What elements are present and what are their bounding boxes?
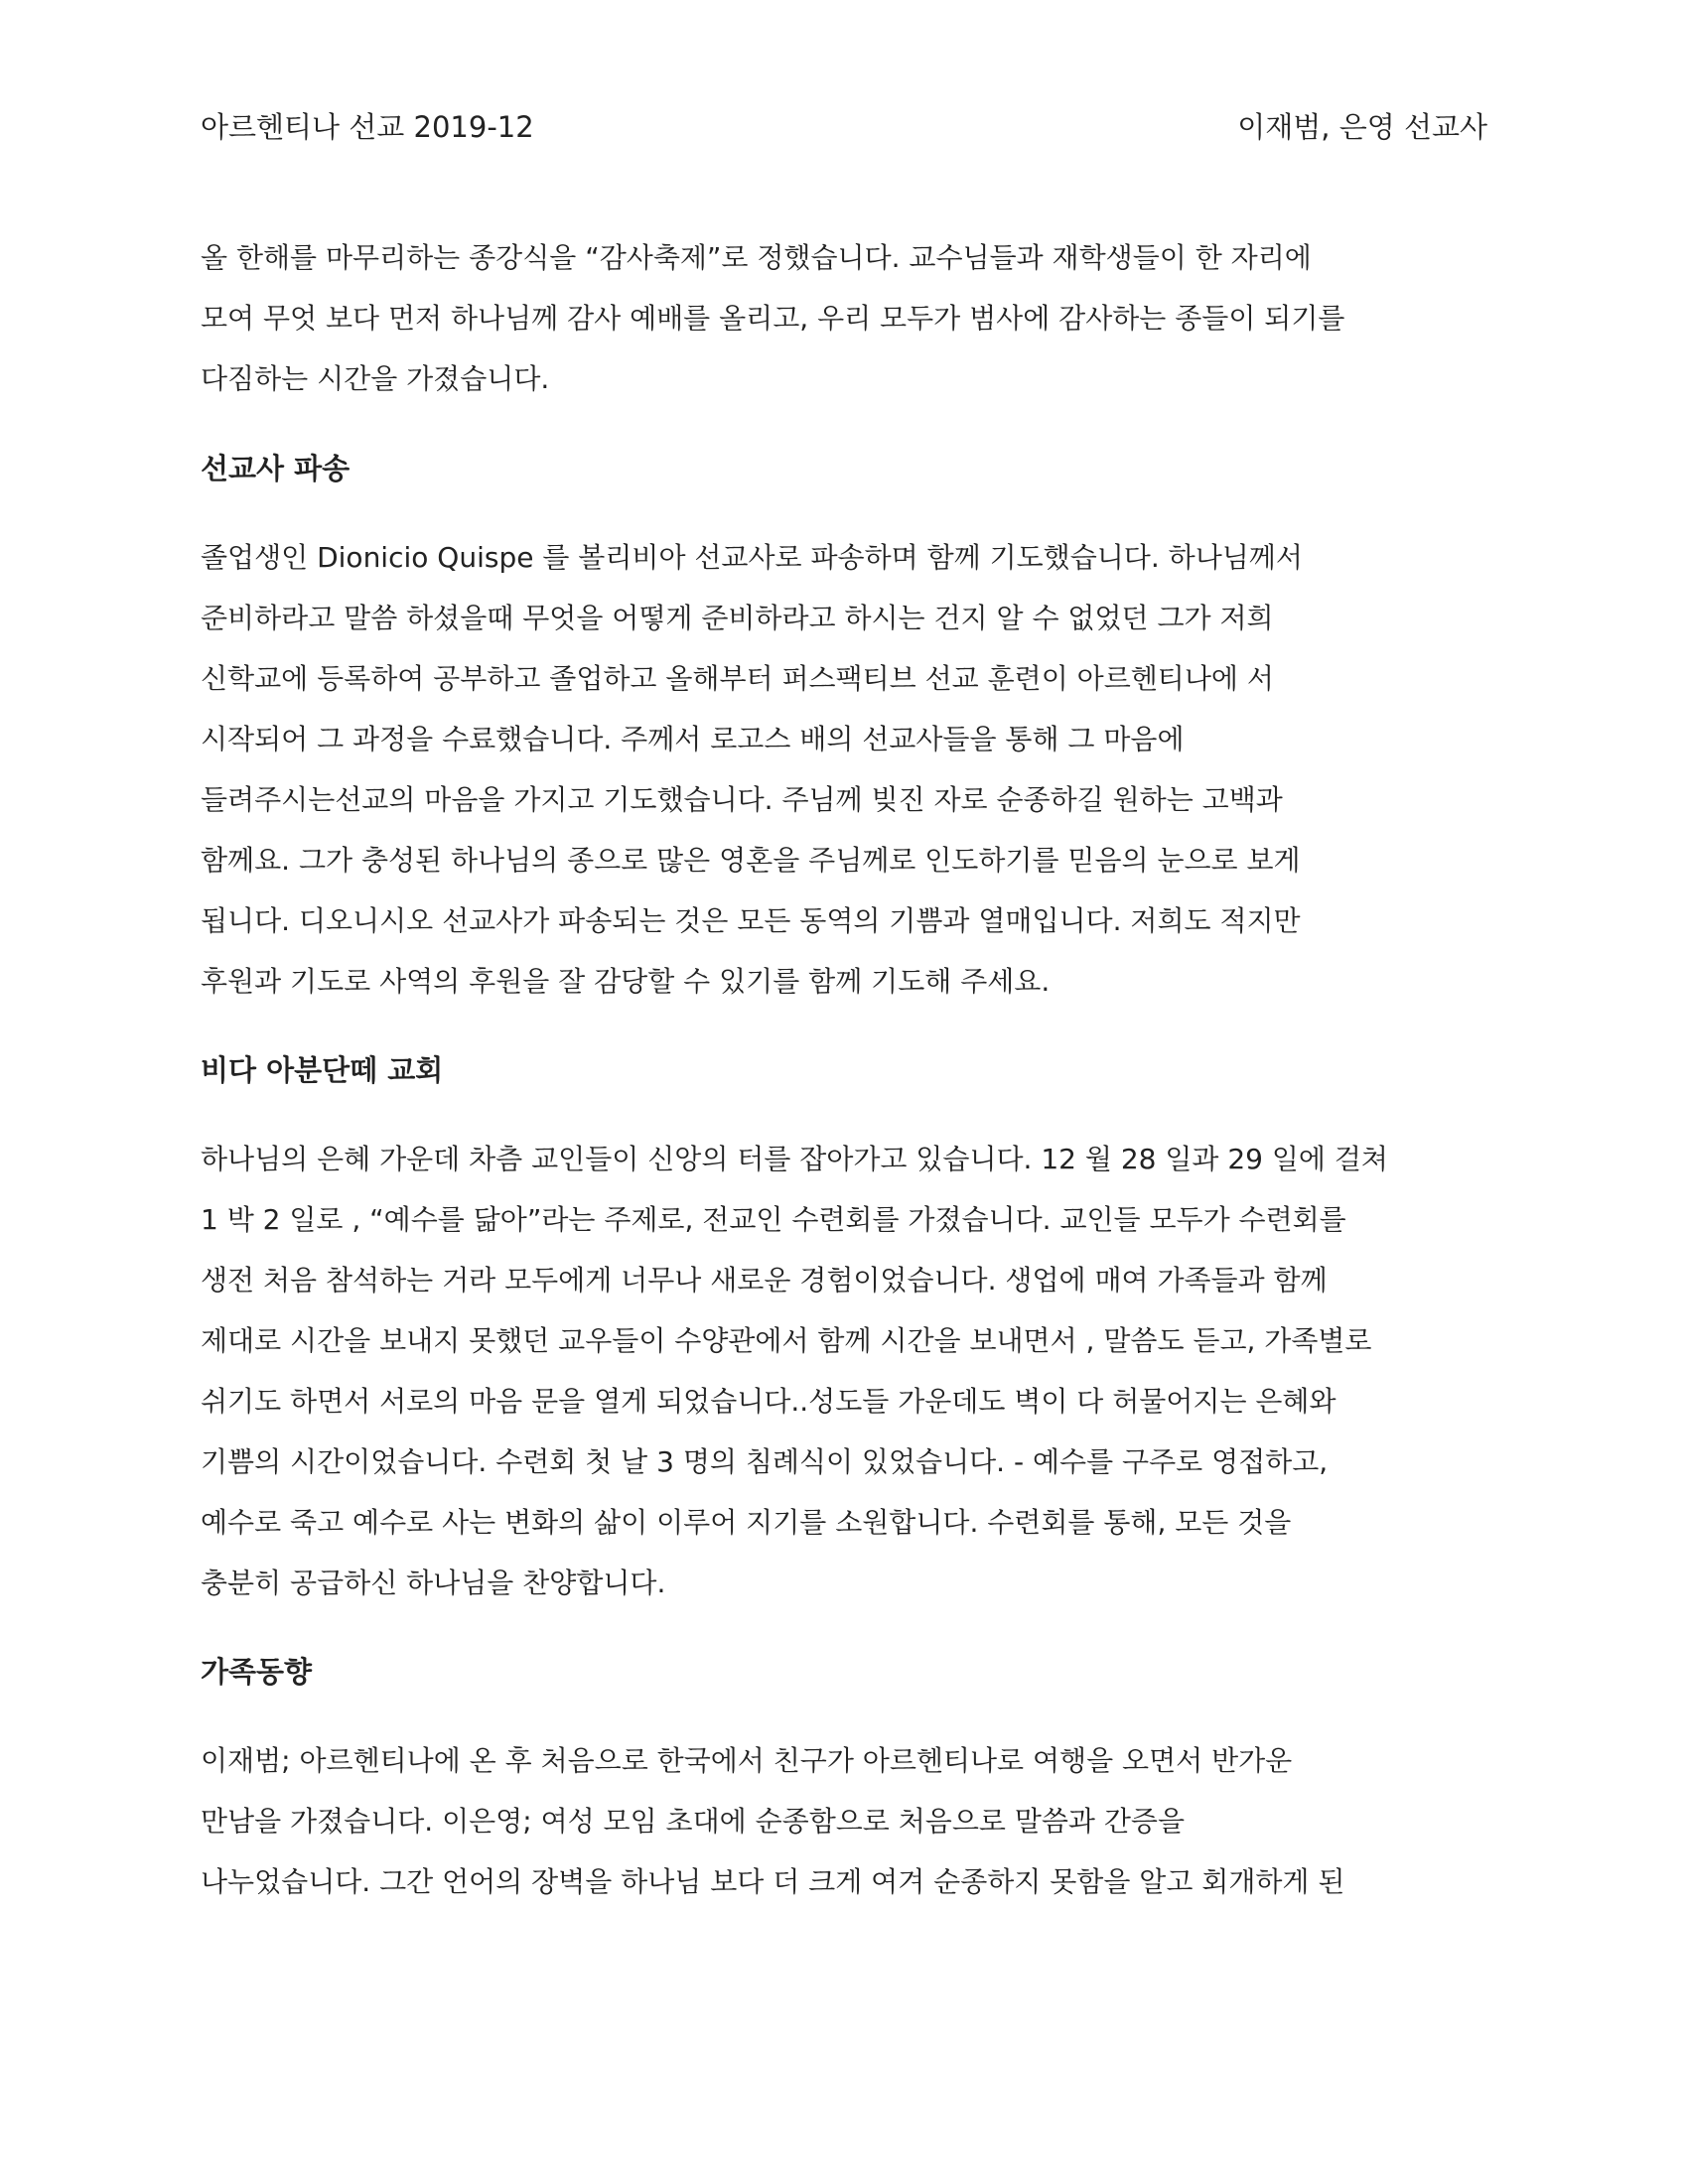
intro-line: 모여 무엇 보다 먼저 하나님께 감사 예배를 올리고, 우리 모두가 범사에 감사하는 종들이 되기를 bbox=[201, 302, 1345, 335]
paragraph-line: 생전 처음 참석하는 거라 모두에게 너무나 새로운 경험이었습니다. 생업에 매여 가족들과 함께 bbox=[201, 1264, 1328, 1297]
paragraph-line: 후원과 기도로 사역의 후원을 잘 감당할 수 있기를 함께 기도해 주세요. bbox=[201, 965, 1051, 998]
section-heading-missionary-sending: 선교사 파송 bbox=[201, 452, 351, 485]
paragraph-line: 함께요. 그가 충성된 하나님의 종으로 많은 영혼을 주님께로 인도하기를 믿음의 눈으로 보게 bbox=[201, 844, 1301, 877]
paragraph-line: 충분히 공급하신 하나님을 찬양합니다. bbox=[201, 1567, 666, 1599]
paragraph-line: 예수로 죽고 예수로 사는 변화의 삶이 이루어 지기를 소원합니다. 수련회를 통해, 모든 것을 bbox=[201, 1506, 1292, 1539]
paragraph-line: 제대로 시간을 보내지 못했던 교우들이 수양관에서 함께 시간을 보내면서 , 말씀도 듣고, 가족별로 bbox=[201, 1324, 1372, 1357]
paragraph-line: 쉬기도 하면서 서로의 마음 문을 열게 되었습니다..성도들 가운데도 벽이 다 허물어지는 은혜와 bbox=[201, 1385, 1336, 1418]
paragraph-line: 만남을 가졌습니다. 이은영; 여성 모임 초대에 순종함으로 처음으로 말씀과 간증을 bbox=[201, 1805, 1186, 1838]
intro-line: 다짐하는 시간을 가졌습니다. bbox=[201, 362, 550, 395]
paragraph-line: 신학교에 등록하여 공부하고 졸업하고 올해부터 퍼스팩티브 선교 훈련이 아르헨티나에 서 bbox=[201, 662, 1274, 695]
paragraph-line: 시작되어 그 과정을 수료했습니다. 주께서 로고스 배의 선교사들을 통해 그 마음에 bbox=[201, 723, 1185, 755]
paragraph-line: 기쁨의 시간이었습니다. 수련회 첫 날 3 명의 침례식이 있었습니다. - 예수를 구주로 영접하고, bbox=[201, 1445, 1329, 1478]
section-heading-church: 비다 아분단떼 교회 bbox=[201, 1053, 444, 1087]
document-author: 이재범, 은영 선교사 bbox=[1237, 110, 1487, 144]
paragraph-line: 나누었습니다. 그간 언어의 장벽을 하나님 보다 더 크게 여겨 순종하지 못함을 알고 회개하게 된 bbox=[201, 1865, 1345, 1898]
paragraph-line: 하나님의 은혜 가운데 차츰 교인들이 신앙의 터를 잡아가고 있습니다. 12 월 28 일과 29 일에 걸쳐 bbox=[201, 1143, 1388, 1175]
paragraph-line: 졸업생인 Dionicio Quispe 를 볼리비아 선교사로 파송하며 함께 기도했습니다. 하나님께서 bbox=[201, 541, 1303, 574]
paragraph-line: 이재범; 아르헨티나에 온 후 처음으로 한국에서 친구가 아르헨티나로 여행을 오면서 반가운 bbox=[201, 1744, 1293, 1777]
paragraph-line: 들려주시는선교의 마음을 가지고 기도했습니다. 주님께 빚진 자로 순종하길 원하는 고백과 bbox=[201, 783, 1283, 816]
section-heading-family-news: 가족동향 bbox=[201, 1655, 313, 1689]
paragraph-line: 준비하라고 말씀 하셨을때 무엇을 어떻게 준비하라고 하시는 건지 알 수 없었던 그가 저희 bbox=[201, 602, 1274, 634]
paragraph-line: 됩니다. 디오니시오 선교사가 파송되는 것은 모든 동역의 기쁨과 열매입니다. 저희도 적지만 bbox=[201, 904, 1301, 937]
document-title: 아르헨티나 선교 2019-12 bbox=[201, 110, 534, 144]
intro-line: 올 한해를 마무리하는 종강식을 “감사축제”로 정했습니다. 교수님들과 재학생들이 한 자리에 bbox=[201, 241, 1312, 274]
paragraph-line: 1 박 2 일로 , “예수를 닮아”라는 주제로, 전교인 수련회를 가졌습니다. 교인들 모두가 수련회를 bbox=[201, 1203, 1346, 1236]
